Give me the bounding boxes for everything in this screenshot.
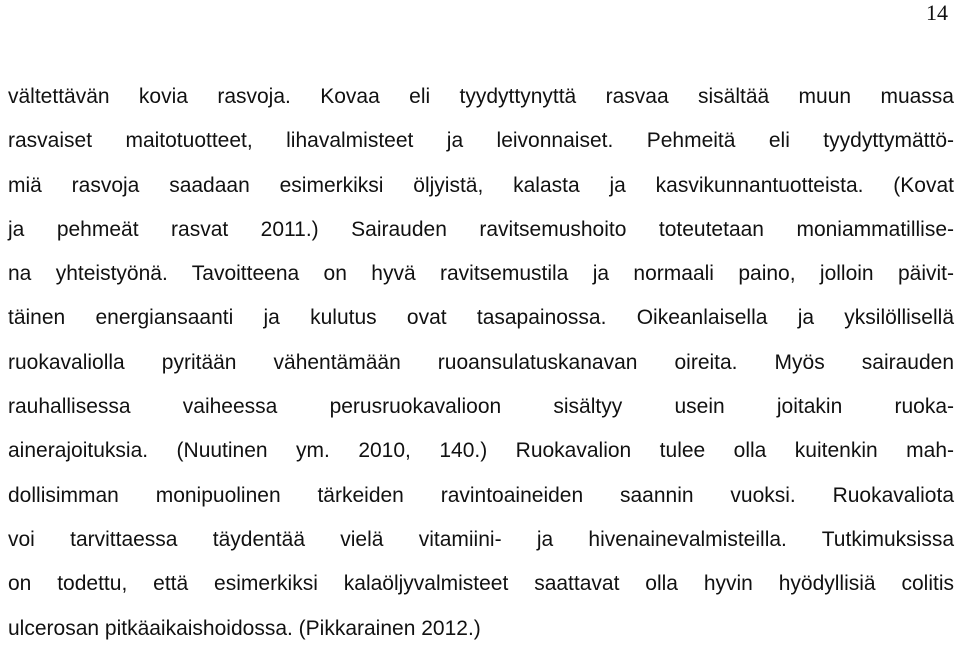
body-paragraph bbox=[8, 75, 954, 651]
text-line: vältettävän kovia rasvoja. Kovaa eli tyydyttynyttä rasvaa sisältää muun muassa bbox=[8, 85, 954, 108]
text-line: täinen energiansaanti ja kulutus ovat tasapainossa. Oikeanlaisella ja yksilöllisellä bbox=[8, 306, 954, 330]
text-line: dollisimman monipuolinen tärkeiden ravintoaineiden saannin vuoksi. Ruokavaliota bbox=[8, 483, 954, 507]
text-line: miä rasvoja saadaan esimerkiksi öljyistä, kalasta ja kasvikunnantuotteista. (Kovat bbox=[8, 173, 954, 197]
text-line: ruokavaliolla pyritään vähentämään ruoansulatuskanavan oireita. Myös sairauden bbox=[8, 350, 954, 374]
text-line: ja pehmeät rasvat 2011.) Sairauden ravitsemushoito toteutetaan moniammatillise- bbox=[8, 217, 954, 241]
text-line: na yhteistyönä. Tavoitteena on hyvä ravitsemustila ja normaali paino, jolloin päivit- bbox=[8, 262, 954, 286]
text-line: rasvaiset maitotuotteet, lihavalmisteet ja leivonnaiset. Pehmeitä eli tyydyttymättö- bbox=[8, 129, 954, 153]
text-line: on todettu, että esimerkiksi kalaöljyvalmisteet saattavat olla hyvin hyödyllisiä colitis bbox=[8, 572, 954, 596]
text-line: ainerajoituksia. (Nuutinen ym. 2010, 140.) Ruokavalion tulee olla kuitenkin mah- bbox=[8, 439, 954, 463]
text-line: ulcerosan pitkäaikaishoidossa. (Pikkarainen 2012.) bbox=[8, 616, 481, 640]
text-line: rauhallisessa vaiheessa perusruokavalioon sisältyy usein joitakin ruoka- bbox=[8, 395, 954, 419]
page-number: 14 bbox=[926, 0, 948, 25]
text-line: voi tarvittaessa täydentää vielä vitamiini- ja hivenainevalmisteilla. Tutkimuksissa bbox=[8, 527, 954, 551]
